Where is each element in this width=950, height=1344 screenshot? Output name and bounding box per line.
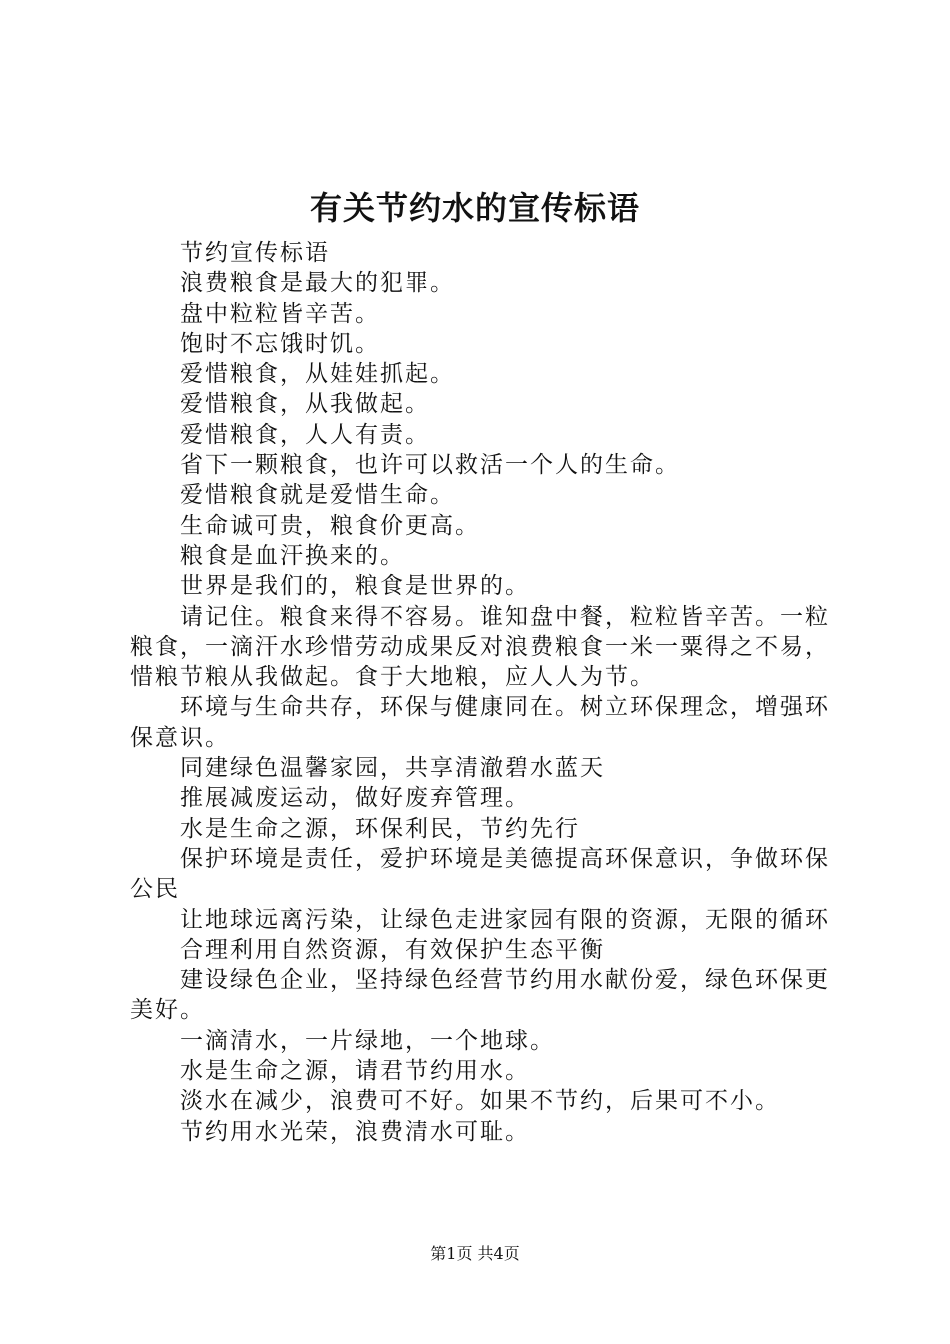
document-title: 有关节约水的宣传标语 bbox=[309, 189, 640, 227]
paragraph: 生命诚可贵，粮食价更高。 bbox=[180, 512, 480, 539]
paragraph: 水是生命之源，请君节约用水。 bbox=[180, 1058, 530, 1085]
paragraph: 粮食是血汗换来的。 bbox=[180, 542, 405, 569]
paragraph: 盘中粒粒皆辛苦。 bbox=[180, 300, 380, 327]
paragraph: 爱惜粮食，人人有责。 bbox=[180, 421, 430, 448]
paragraph: 保护环境是责任，爱护环境是美德提高环保意识，争做环保公民 bbox=[130, 845, 830, 903]
paragraph: 一滴清水，一片绿地，一个地球。 bbox=[180, 1027, 555, 1054]
paragraph: 水是生命之源，环保利民，节约先行 bbox=[180, 815, 580, 842]
paragraph: 淡水在减少，浪费可不好。如果不节约，后果可不小。 bbox=[180, 1088, 780, 1115]
paragraph: 省下一颗粮食，也许可以救活一个人的生命。 bbox=[180, 452, 680, 479]
paragraph: 饱时不忘饿时饥。 bbox=[180, 330, 380, 357]
page-footer: 第1页 共4页 bbox=[430, 1244, 520, 1263]
paragraph: 爱惜粮食就是爱惜生命。 bbox=[180, 482, 455, 509]
paragraph: 世界是我们的，粮食是世界的。 bbox=[180, 573, 530, 600]
paragraph: 让地球远离污染，让绿色走进家园有限的资源，无限的循环 bbox=[180, 906, 830, 933]
paragraph: 推展减废运动，做好废弃管理。 bbox=[180, 785, 530, 812]
paragraph: 合理利用自然资源，有效保护生态平衡 bbox=[180, 936, 605, 963]
paragraph: 节约用水光荣，浪费清水可耻。 bbox=[180, 1118, 530, 1145]
paragraph: 建设绿色企业，坚持绿色经营节约用水献份爱，绿色环保更美好。 bbox=[130, 967, 830, 1024]
paragraph: 同建绿色温馨家园，共享清澈碧水蓝天 bbox=[180, 755, 605, 782]
paragraph: 环境与生命共存，环保与健康同在。树立环保理念，增强环保意识。 bbox=[130, 694, 830, 751]
document-body bbox=[130, 238, 830, 1147]
paragraph: 请记住。粮食来得不容易。谁知盘中餐，粒粒皆辛苦。一粒粮食，一滴汗水珍惜劳动成果反对浪费粮食一米一粟得之不易，惜粮节粮从我做起。食于大地粮，应人人为节。 bbox=[130, 603, 830, 691]
paragraph: 浪费粮食是最大的犯罪。 bbox=[180, 270, 455, 297]
paragraph: 节约宣传标语 bbox=[180, 240, 330, 266]
paragraph: 爱惜粮食，从我做起。 bbox=[180, 391, 430, 418]
paragraph: 爱惜粮食，从娃娃抓起。 bbox=[180, 361, 455, 388]
